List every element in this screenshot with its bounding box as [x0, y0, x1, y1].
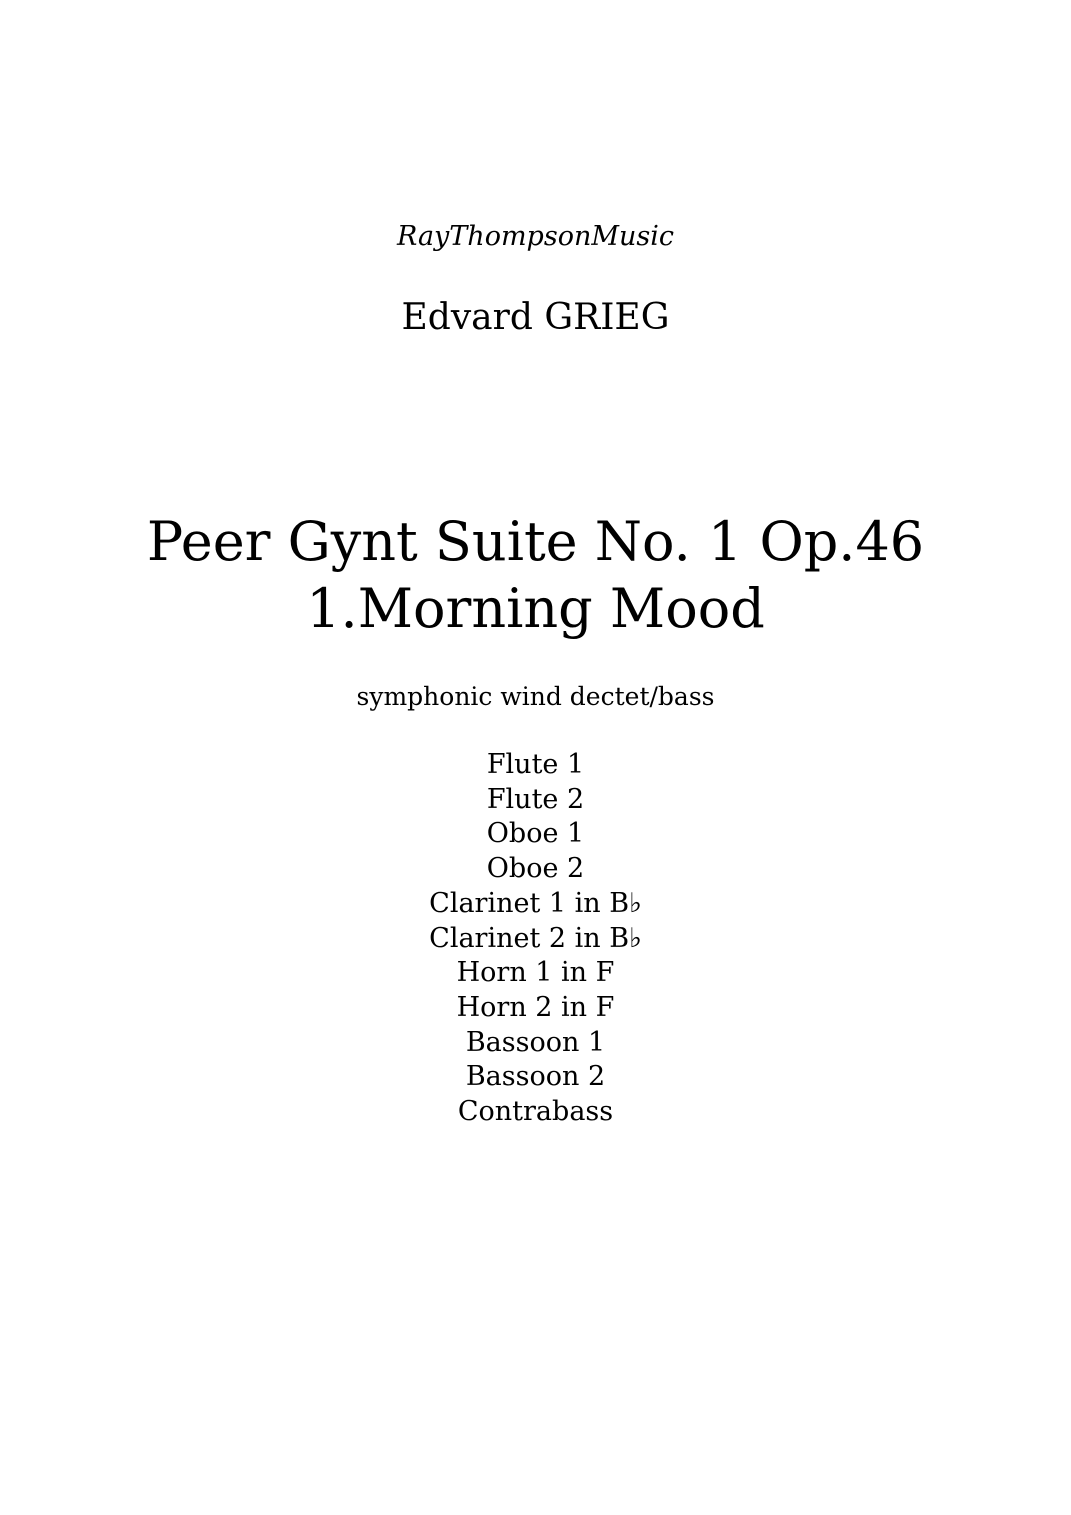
instrument-item: Flute 2 — [486, 783, 585, 815]
instrument-item: Oboe 2 — [486, 853, 585, 885]
instrument-item: Clarinet 1 in B♭ — [429, 887, 642, 919]
instrument-item: Flute 1 — [486, 749, 585, 780]
instrument-item: Horn 2 in F — [456, 991, 615, 1023]
publisher-name: RayThompsonMusic — [397, 221, 674, 252]
composer-name: Edvard GRIEG — [401, 297, 670, 338]
instrument-item: Oboe 1 — [486, 818, 585, 850]
instrument-item: Horn 1 in F — [456, 957, 615, 989]
work-title: Peer Gynt Suite No. 1 Op.46 — [146, 510, 925, 573]
ensemble-description: symphonic wind dectet/bass — [356, 682, 715, 711]
instrument-item: Bassoon 2 — [465, 1061, 606, 1093]
instrument-item: Clarinet 2 in B♭ — [429, 922, 642, 954]
instrument-item: Contrabass — [457, 1096, 614, 1128]
instrument-item: Bassoon 1 — [465, 1026, 606, 1058]
instrument-list — [0, 748, 1071, 1130]
movement-title: 1.Morning Mood — [306, 577, 765, 640]
